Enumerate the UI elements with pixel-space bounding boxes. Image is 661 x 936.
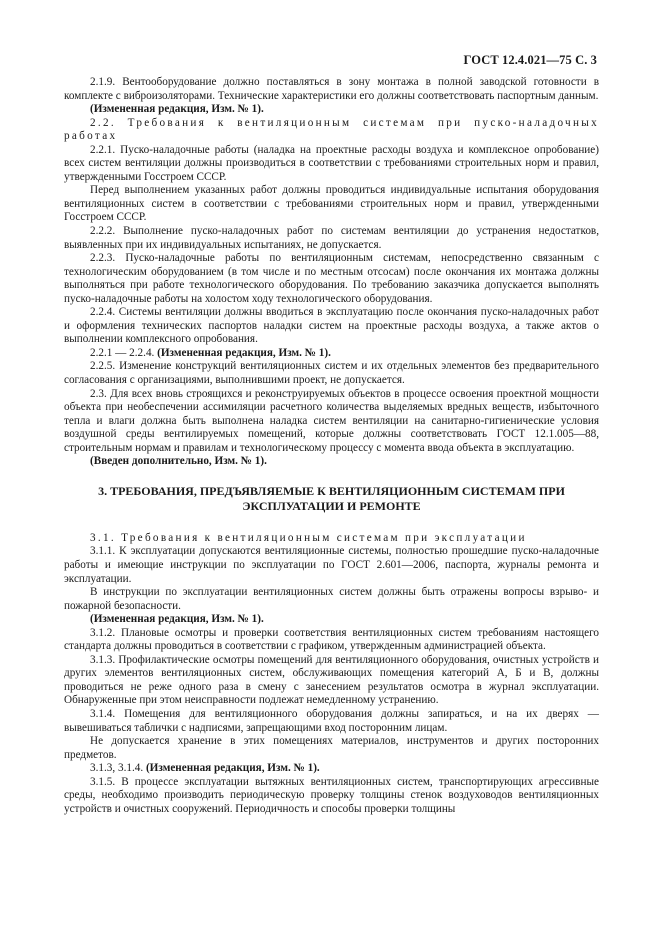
paragraph-text: Не допускается хранение в этих помещениях материалов, инструментов и других посторонних предметов. (64, 735, 599, 761)
paragraph-text: (Измененная редакция, Изм. № 1). (90, 613, 264, 626)
amendment-note: (Измененная редакция, Изм. № 1). (154, 346, 331, 359)
section-heading (64, 484, 599, 514)
subsection-title (64, 532, 599, 546)
paragraph-text: 2.2.3. Пуско-наладочные работы по вентиляционным системам, непосредственно связанным с технологическим оборудованием (в том числе и по местным отсосам) после окончания их монтажа должны выполняться при работе технологического оборудования. По требованию заказчика допускается выполнять пуско-наладочные работы на холостом ходу технологического оборудования. (64, 252, 599, 305)
paragraph (64, 225, 599, 252)
paragraph (64, 76, 599, 103)
paragraph (64, 388, 599, 456)
paragraph-text: 3.1.2. Плановые осмотры и проверки соответствия вентиляционных систем требованиям настоящего стандарта должны проводиться в соответствии с графиком, утвержденным администрацией объекта. (64, 626, 599, 653)
paragraph-text: 3. ТРЕБОВАНИЯ, ПРЕДЪЯВЛЯЕМЫЕ К ВЕНТИЛЯЦИОННЫМ СИСТЕМАМ ПРИ ЭКСПЛУАТАЦИИ И РЕМОНТЕ (98, 483, 565, 513)
paragraph-text: 2.1.9. Вентооборудование должно поставляться в зону монтажа в полной заводской готовности в комплекте с виброизоляторами. Технические характеристики его должны соответствовать паспортным данным. (64, 76, 599, 102)
paragraph-text: (Измененная редакция, Изм. № 1). (90, 103, 264, 116)
paragraph-text: 3.1.3, 3.1.4. (90, 762, 144, 775)
paragraph (64, 762, 599, 776)
document-body (64, 76, 599, 816)
paragraph-text: 3.1.5. В процессе эксплуатации вытяжных вентиляционных систем, транспортирующих агрессивные среды, необходимо производить периодическую проверку толщины стенок воздуховодов вентиляционных устройств и очистных сооружений. Периодичность и способы проверки толщины (64, 775, 599, 815)
paragraph-text: 2.2.1. Пуско-наладочные работы (наладка на проектные расходы воздуха и комплексное опробование) всех систем вентиляции должны производиться в соответствии с требованиями строительных норм и правил, утвержденными Госстроем СССР. (64, 143, 599, 183)
paragraph (64, 545, 599, 586)
page-header: ГОСТ 12.4.021—75 С. 3 (463, 53, 597, 67)
paragraph (64, 184, 599, 225)
amendment-note (64, 455, 599, 469)
paragraph-text: (Введен дополнительно, Изм. № 1). (90, 455, 267, 468)
paragraph-text: 3.1.3. Профилактические осмотры помещений для вентиляционного оборудования, очистных устройств и других элементов вентиляционных систем, обслуживающих помещения категорий А, Б и В, должны проводиться не реже одного раза в смену с занесением результатов осмотра в журнал эксплуатации. Обнаруженные при этом неисправности подлежат немедленному устранению. (64, 653, 599, 707)
paragraph (64, 586, 599, 613)
paragraph-text: 2.3. Для всех вновь строящихся и реконструируемых объектов в процессе освоения проектной мощности объекта при необеспечении ассимиляции расчетного количества выделяемых вредных веществ, избыточного тепла и влаги должна быть выполнена наладка систем вентиляции на санитарно-гигиенические условия воздушной среды вентилируемых помещений, которые должны соответствовать ГОСТ 12.1.005—88, строительным нормам и правилам и технологическому процессу с момента ввода объекта в эксплуатацию. (64, 387, 599, 454)
paragraph (64, 144, 599, 185)
paragraph (64, 627, 599, 654)
paragraph (64, 360, 599, 387)
paragraph-text: В инструкции по эксплуатации вентиляционных систем должны быть отражены вопросы взрыво- и пожарной безопасности. (64, 586, 599, 612)
paragraph (64, 776, 599, 817)
amendment-note (64, 613, 599, 627)
paragraph (64, 654, 599, 708)
paragraph-text: 2.2. Требования к вентиляционным системам при пуско-наладочных работах (64, 116, 599, 143)
amendment-note (64, 103, 599, 117)
paragraph (64, 735, 599, 762)
paragraph-text: 2.2.2. Выполнение пуско-наладочных работ по системам вентиляции до устранения недостатков, выявленных при их индивидуальных испытаниях, не допускается. (64, 225, 599, 251)
paragraph (64, 306, 599, 347)
paragraph-text: 3.1.4. Помещения для вентиляционного оборудования должны запираться, и на их дверях — вывешиваться таблички с надписями, запрещающими вход посторонним лицам. (64, 707, 599, 734)
paragraph-text: 3.1.1. К эксплуатации допускаются вентиляционные системы, полностью прошедшие пуско-наладочные работы и имеющие инструкции по эксплуатации по ГОСТ 2.601—2006, паспорта, журналы ремонта и эксплуатации. (64, 545, 599, 585)
paragraph-text: Перед выполнением указанных работ должны проводиться индивидуальные испытания оборудования вентиляционных систем в соответствии с требованиями строительных норм и правил, утвержденными Госстроем СССР. (64, 184, 599, 224)
amendment-note: (Измененная редакция, Изм. № 1). (143, 762, 320, 775)
paragraph (64, 708, 599, 735)
paragraph (64, 252, 599, 306)
paragraph-text: 3.1. Требования к вентиляционным системам при эксплуатации (90, 531, 527, 544)
subsection-title (64, 117, 599, 144)
paragraph-text: 2.2.5. Изменение конструкций вентиляционных систем и их отдельных элементов без предварительного согласования с организациями, выполнившими проект, не допускается. (64, 360, 599, 387)
paragraph (64, 347, 599, 361)
paragraph-text: 2.2.1 — 2.2.4. (90, 346, 155, 359)
paragraph-text: 2.2.4. Системы вентиляции должны вводиться в эксплуатацию после окончания пуско-наладочных работ и оформления технических паспортов наладки систем на проектные расходы воздуха, а также актов о выполнении комплексного опробования. (64, 306, 599, 346)
